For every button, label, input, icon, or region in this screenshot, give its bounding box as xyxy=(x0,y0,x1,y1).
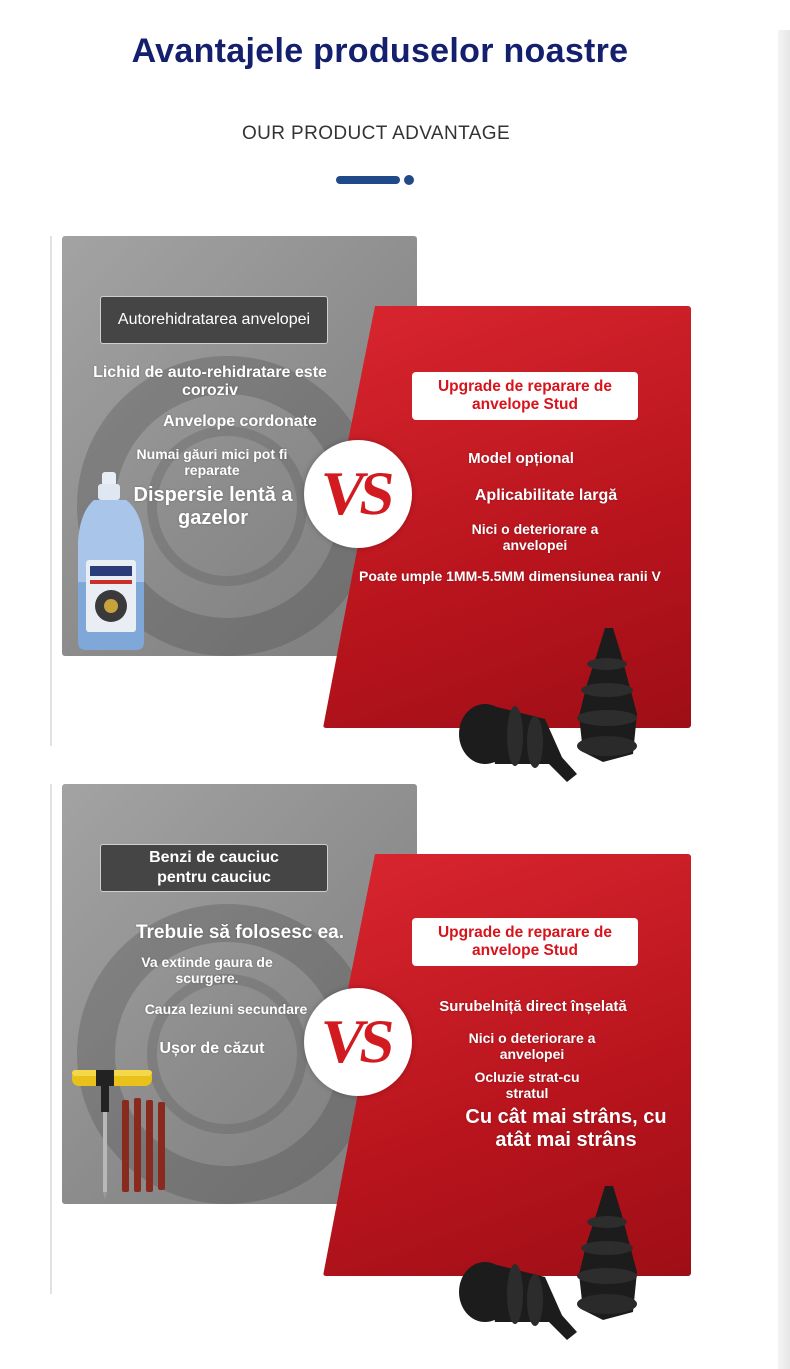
t-handle-tool-image xyxy=(66,1062,186,1202)
product-label: Upgrade de reparare de anvelope Stud xyxy=(412,372,638,420)
product-point: Poate umple 1MM-5.5MM dimensiunea ranii V xyxy=(359,568,661,584)
competitor-point-highlight: Trebuie să folosesc ea. xyxy=(135,922,345,943)
vs-text: VS xyxy=(316,1007,394,1076)
vs-badge xyxy=(304,440,412,548)
sealant-bottle-image xyxy=(72,472,150,652)
competitor-point-highlight: Dispersie lentă a gazelor xyxy=(133,484,293,529)
product-point: Nici o deteriorare a anvelopei xyxy=(468,1030,596,1063)
product-point: Surubelniță direct înșelată xyxy=(439,998,627,1015)
rubber-studs-image xyxy=(455,1182,655,1352)
vs-text: VS xyxy=(316,459,394,528)
competitor-point: Numai găuri mici pot fi reparate xyxy=(136,446,288,479)
rubber-studs-image xyxy=(455,624,655,794)
page-title: Avantajele produselor noastre xyxy=(131,32,629,70)
page-subtitle: OUR PRODUCT ADVANTAGE xyxy=(241,123,511,144)
competitor-label: Benzi de cauciuc pentru cauciuc xyxy=(100,844,328,892)
product-point: Ocluzie strat-cu stratul xyxy=(474,1069,580,1102)
product-point: Aplicabilitate largă xyxy=(474,487,618,504)
decorative-bar xyxy=(336,176,400,184)
product-label: Upgrade de reparare de anvelope Stud xyxy=(412,918,638,966)
competitor-point: Cauza leziuni secundare xyxy=(144,1001,308,1017)
competitor-point: Va extinde gaura de scurgere. xyxy=(141,954,273,987)
comparison-panel-2 xyxy=(0,784,790,1344)
product-point: Nici o deteriorare a anvelopei xyxy=(471,521,599,554)
product-point-highlight: Cu cât mai strâns, cu atât mai strâns xyxy=(465,1106,667,1151)
competitor-point: Ușor de căzut xyxy=(159,1040,265,1057)
vs-badge xyxy=(304,988,412,1096)
product-point: Model opțional xyxy=(468,450,574,467)
competitor-label: Autorehidratarea anvelopei xyxy=(100,296,328,344)
comparison-panel-1 xyxy=(0,236,790,796)
decorative-dot xyxy=(404,175,414,185)
competitor-point: Anvelope cordonate xyxy=(163,413,317,430)
competitor-point: Lichid de auto-rehidratare este coroziv xyxy=(93,364,327,400)
